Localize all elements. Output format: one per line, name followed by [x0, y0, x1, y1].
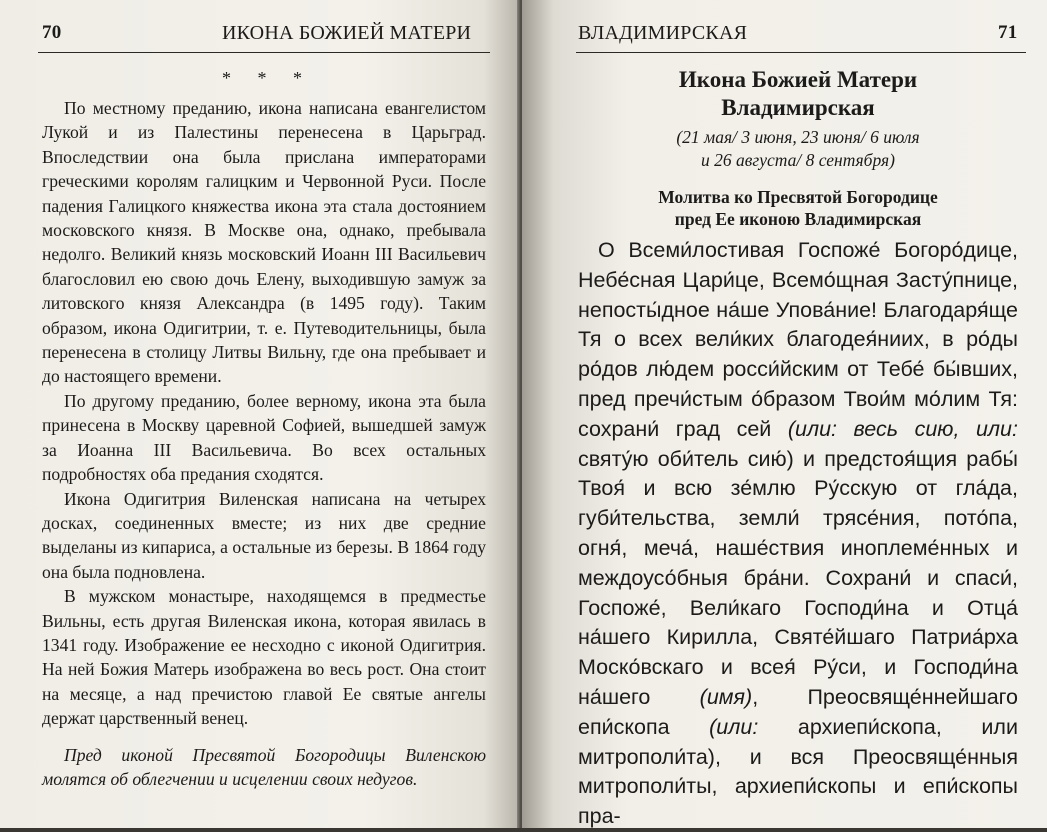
right-running-head: ВЛАДИМИРСКАЯ	[578, 22, 748, 44]
title-line-1: Икона Божией Матери	[678, 67, 918, 92]
prayer-alt-2: (или:	[709, 714, 759, 739]
prayer-part-3: , Преосвяще́ннейшаго епи́скопа	[578, 684, 1018, 739]
left-page-number: 70	[42, 22, 62, 43]
prayer-heading-1: Молитва ко Пресвятой Богородице	[658, 187, 938, 207]
section-separator: * * *	[222, 68, 302, 88]
prayer-part-1: О Всеми́лостивая Госпоже́ Богоро́дице, Небе́сная Цари́це, Всемо́щная Засту́пнице, непосты́дное на́ше Упова́ние! Благодаря́ще Тя о всех вели́ких благодея́ниих, в ро́ды ро́дов лю́дем росси́йским от Тебе́ бы́вших, пред пречи́стым о́бразом Твои́м мо́лим Тя: сохрани́ град сей	[578, 238, 1018, 441]
prayer-text	[578, 236, 1018, 832]
right-body	[578, 66, 1018, 832]
title-line-2: Владимирская	[721, 95, 875, 120]
right-page-number: 71	[998, 22, 1018, 43]
prayer-heading-2: пред Ее иконою Владимирская	[674, 209, 922, 229]
left-running-head: ИКОНА БОЖИЕЙ МАТЕРИ	[222, 22, 472, 44]
paragraph-2: По другому преданию, более верному, икона эта была принесена в Москву царевной Софией, вышедшей замуж за Иоанна III Васильевича. Во всех остальных подробностях оба предания сходятся.	[42, 390, 486, 485]
prayer-alt-1: (или: весь сию, или:	[787, 416, 1018, 441]
left-body-text	[42, 96, 486, 791]
left-header-rule	[38, 52, 490, 53]
paragraph-3: Икона Одигитрия Виленская написана на четырех досках, соединенных вместе; из них две средние выделаны из кипариса, а остальные из березы. В 1864 году она была подновлена.	[42, 488, 486, 582]
left-page	[0, 0, 520, 828]
right-header-rule	[576, 52, 1026, 53]
feast-dates-2: и 26 августа/ 8 сентября)	[701, 150, 895, 170]
paragraph-4: В мужском монастыре, находящемся в предместье Вильны, есть другая Виленская икона, которая явилась в 1341 году. Изображение ее несходно с иконой Одигитрия. На ней Божия Матерь изображена во весь рост. Она стоит на месяце, а над пречистою главой Ее святые ангелы держат царственный венец.	[42, 586, 486, 729]
prayer-part-4: архиепи́скопа, или митрополи́та), и вся Преосвяще́нныя митрополи́ты, архиепи́скопы и епи́скопы пра-	[578, 714, 1018, 829]
paragraph-1: По местному преданию, икона написана евангелистом Лукой и из Палестины перенесена в Царьград. Впоследствии она была прислана императорами греческими королям галицким и Червонной Руси. После падения Галицкого княжества икона эта стала достоянием московского князя. В Москве она, однако, пребывала недолго. Великий князь московский Иоанн III Васильевич благословил ею свою дочь Елену, выходившую замуж за литовского князя Александра (в 1495 году). Таким образом, икона Одигитрии, т. е. Путеводительницы, была перенесена в столицу Литвы Вильну, где она пребывает и до настоящего времени.	[42, 98, 486, 387]
prayer-part-2: святу́ю оби́тель сию́) и предстоя́щия рабы́ Твоя́ и всю зе́млю Ру́сскую от гла́да, губи́тельства, земли́ трясе́ния, пото́па, огня́, меча́, наше́ствия иноплеме́нных и междоусо́бныя бра́ни. Сохрани́ и спаси́, Госпоже́, Вели́каго Господи́на и Отца́ на́шего Кирилла, Святе́йшаго Патриа́рха Моско́вскаго и всея́ Ру́си, и Господи́на на́шего	[578, 446, 1018, 709]
closing-note: Пред иконой Пресвятой Богородицы Виленскою молятся об облегчении и исцелении своих недугов.	[42, 744, 486, 789]
prayer-name-placeholder: (имя)	[699, 684, 753, 709]
feast-dates-1: (21 мая/ 3 июня, 23 июня/ 6 июля	[676, 127, 920, 147]
